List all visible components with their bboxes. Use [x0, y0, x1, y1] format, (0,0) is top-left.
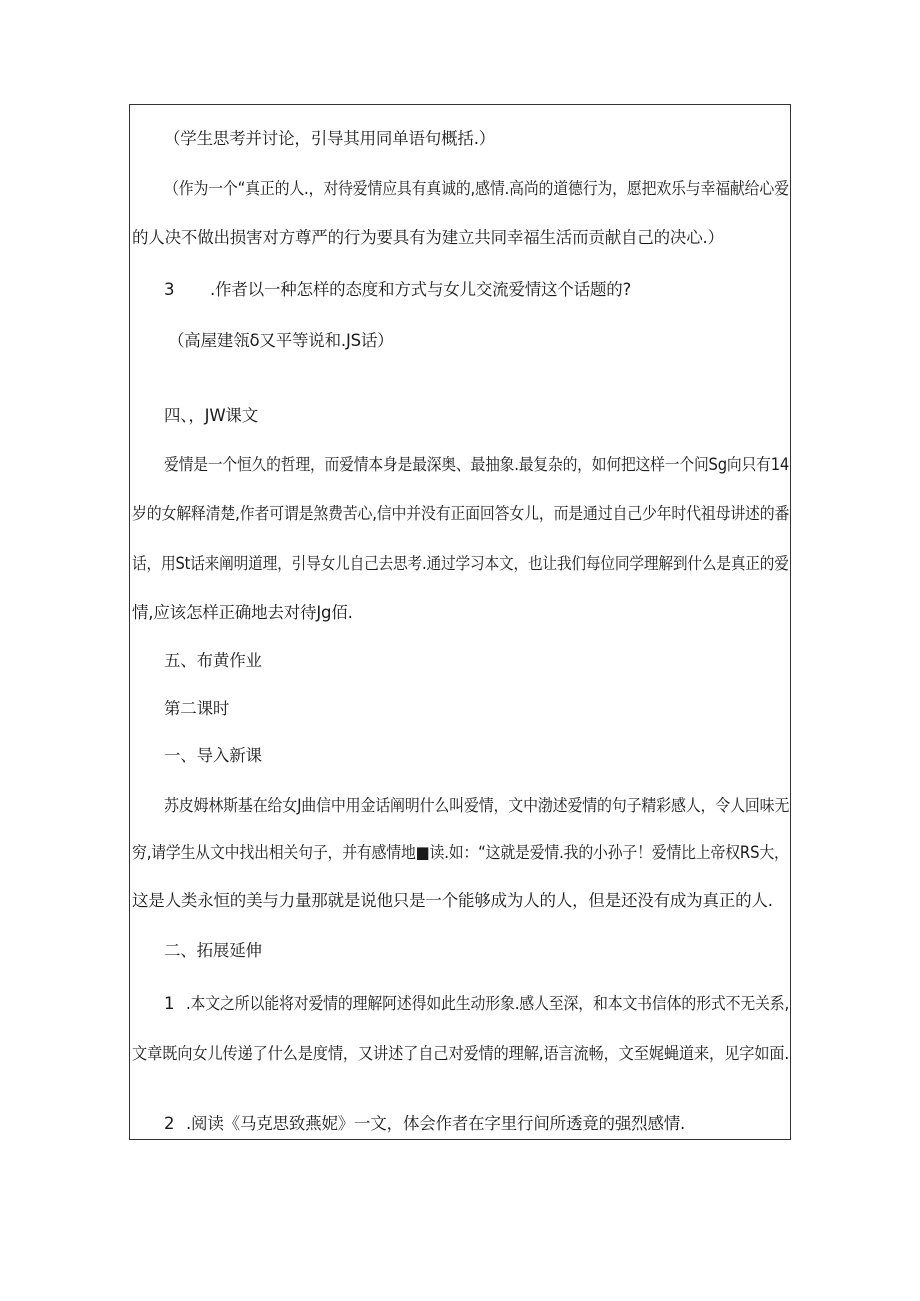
section-heading-4: 四、，JW课文	[164, 406, 259, 425]
answer-3-text: （高屋建瓴δ又平等说和.JS话）	[168, 331, 394, 350]
question-number: 3	[164, 280, 175, 299]
paragraph-answer-line-1: （作为一个“真正的人.，对待爱情应具有真诚的,感情.高尚的道德行为，愿把欢乐与幸福献给心爱	[164, 179, 789, 198]
intro-heading: 一、导入新课	[164, 746, 262, 765]
paragraph-answer-line-2: 的人决不做出损害对方尊严的行为要具有为建立共同幸福生活而贡献自己的决心.）	[132, 228, 724, 247]
intro-line-3: 这是人类永恒的美与力量那就是说他只是一个能够成为人的人，但是还没有成为真正的人.	[132, 891, 773, 910]
section-heading-5: 五、布黄作业	[164, 651, 262, 670]
paragraph-student-discussion: （学生思考并讨论，引导其用同单语句概括.）	[164, 129, 496, 148]
summary-line-3: 话，用St话来阐明道理，引导女儿自己去思考.通过学习本文，也让我们每位同学理解到什么是真正的爱	[132, 554, 789, 573]
intro-line-1: 苏皮姆林斯基在给女J曲信中用金话阐明什么叫爱情，文中渤述爱情的句子精彩感人，令人回味无	[164, 796, 790, 815]
summary-line-2: 岁的女解释清楚,作者可谓是煞费苦心,信中并没有正面回答女儿，而是通过自己少年时代祖母讲述的番	[132, 504, 790, 523]
summary-line-4: 情,应该怎样正确地去对待Jg佰.	[132, 603, 353, 622]
extension-heading: 二、拓展延伸	[164, 941, 262, 960]
intro-line-2: 穷,请学生从文中找出相关句子，并有感情地■读.如：“这就是爱情.我的小孙子！爱情比上帝权RS大，	[132, 843, 789, 862]
extension-item-2-number: 2	[164, 1114, 175, 1133]
lesson-two-heading: 第二课时	[164, 699, 230, 718]
extension-item-2-text: .阅读《马克思致燕妮》一文，体会作者在字里行间所透竟的强烈感情.	[186, 1114, 686, 1133]
extension-item-1-line-1: .本文之所以能将对爱情的理解阿述得如此生动形象.感人至深，和本文书信体的形式不无关系,	[186, 994, 790, 1013]
extension-item-1-number: 1	[164, 994, 175, 1013]
extension-item-1-line-2: 文章既向女儿传递了什么是度情，又讲述了自己对爱情的理解,语言流畅，文至娓蝇道来，见字如面.	[132, 1044, 790, 1063]
question-3-text: .作者以一种怎样的态度和方式与女儿交流爱情这个话题的?	[210, 280, 632, 299]
summary-line-1: 爱情是一个恒久的哲理，而爱情本身是最深奥、最抽象.最复杂的，如何把这样一个问Sg向只有14	[164, 455, 790, 474]
